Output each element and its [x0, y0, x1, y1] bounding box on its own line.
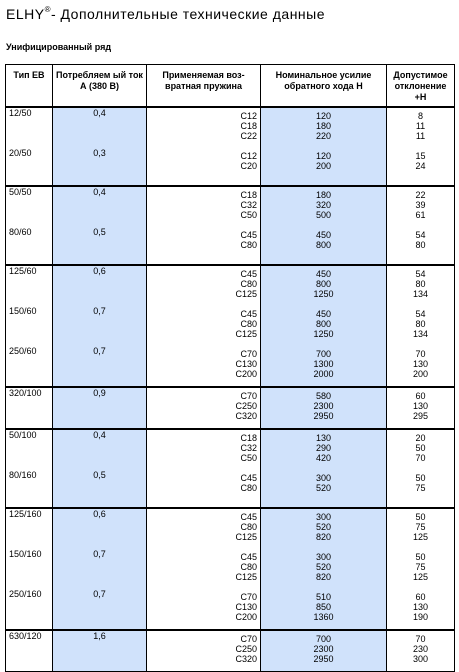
cell-force-value: 450 [315, 269, 332, 279]
cell-tolerance [387, 508, 455, 549]
cell-tolerance-value: 295 [412, 411, 429, 421]
cell-tolerance-value: 130 [412, 359, 429, 369]
cell-spring-value: C22 [240, 131, 257, 141]
cell-tolerance-value: 300 [412, 654, 429, 664]
cell-spring-value: C45 [240, 269, 257, 279]
cell-force-value: 2000 [313, 369, 334, 379]
cell-spring-value: C125 [235, 329, 257, 339]
cell-type: 20/50 [6, 148, 53, 186]
cell-tolerance [387, 630, 455, 672]
cell-tolerance-value: 75 [415, 522, 426, 532]
cell-spring-value: C45 [240, 552, 257, 562]
cell-force-value: 800 [315, 240, 332, 250]
cell-spring-value: C32 [240, 200, 257, 210]
col-header-type: Тип ЕВ [6, 65, 53, 108]
cell-force [261, 107, 387, 148]
cell-spring-value: C80 [240, 522, 257, 532]
cell-tolerance [387, 265, 455, 306]
cell-type: 125/60 [6, 265, 53, 306]
cell-current: 0,4 [53, 186, 147, 227]
cell-force-value: 120 [315, 151, 332, 161]
registered-mark: ® [44, 5, 51, 14]
cell-tolerance-value: 20 [415, 433, 426, 443]
cell-spring-value: C80 [240, 240, 257, 250]
spec-table [5, 64, 455, 672]
cell-spring [147, 346, 261, 387]
cell-tolerance-value: 54 [415, 230, 426, 240]
cell-force-value: 1360 [313, 612, 334, 622]
table-row [6, 227, 455, 265]
cell-current: 0,6 [53, 265, 147, 306]
cell-force-value: 1250 [313, 289, 334, 299]
cell-spring-value: C50 [240, 453, 257, 463]
cell-tolerance-value: 70 [415, 349, 426, 359]
cell-tolerance-value: 24 [415, 161, 426, 171]
cell-spring-value: C250 [235, 644, 257, 654]
cell-tolerance [387, 346, 455, 387]
table-row [6, 186, 455, 227]
cell-tolerance-value: 125 [412, 572, 429, 582]
col-header-tolerance: Допустимое отклонение +Н [387, 65, 455, 108]
cell-type: 630/120 [6, 630, 53, 672]
cell-spring [147, 107, 261, 148]
cell-force-value: 180 [315, 190, 332, 200]
cell-tolerance-value: 70 [415, 453, 426, 463]
cell-tolerance-value: 8 [417, 111, 423, 121]
cell-force-value: 820 [315, 532, 332, 542]
cell-tolerance-value: 54 [415, 269, 426, 279]
cell-force-value: 450 [315, 230, 332, 240]
cell-tolerance [387, 227, 455, 265]
cell-spring-value: C12 [240, 151, 257, 161]
table-row [6, 107, 455, 148]
cell-tolerance-value: 130 [412, 602, 429, 612]
cell-force-value: 290 [315, 443, 332, 453]
cell-spring-value: C18 [240, 121, 257, 131]
cell-type: 150/160 [6, 549, 53, 589]
cell-tolerance-value: 134 [412, 329, 429, 339]
brand-name: ELHY [6, 6, 45, 22]
cell-force-value: 450 [315, 309, 332, 319]
cell-spring [147, 265, 261, 306]
cell-force [261, 265, 387, 306]
col-header-force: Номинальное усилие обратного хода Н [261, 65, 387, 108]
cell-force-value: 800 [315, 319, 332, 329]
cell-force [261, 470, 387, 508]
cell-force [261, 429, 387, 470]
cell-tolerance-value: 70 [415, 634, 426, 644]
cell-force [261, 549, 387, 589]
cell-type: 125/160 [6, 508, 53, 549]
cell-spring-value: C200 [235, 612, 257, 622]
cell-spring-value: C32 [240, 443, 257, 453]
cell-current: 0,4 [53, 429, 147, 470]
cell-tolerance [387, 387, 455, 429]
cell-current: 0,5 [53, 227, 147, 265]
cell-tolerance-value: 50 [415, 443, 426, 453]
table-row [6, 508, 455, 549]
cell-force-value: 300 [315, 473, 332, 483]
cell-tolerance [387, 589, 455, 630]
cell-spring [147, 227, 261, 265]
cell-force-value: 510 [315, 592, 332, 602]
cell-spring [147, 470, 261, 508]
cell-tolerance-value: 39 [415, 200, 426, 210]
cell-type: 150/60 [6, 306, 53, 346]
cell-type: 320/100 [6, 387, 53, 429]
cell-spring-value: C125 [235, 572, 257, 582]
cell-spring [147, 387, 261, 429]
cell-spring-value: C130 [235, 602, 257, 612]
cell-spring-value: C80 [240, 562, 257, 572]
cell-current: 0,6 [53, 508, 147, 549]
cell-spring-value: C70 [240, 391, 257, 401]
table-row [6, 346, 455, 387]
cell-force-value: 180 [315, 121, 332, 131]
title-text: - Дополнительные технические данные [50, 6, 326, 22]
cell-tolerance-value: 60 [415, 391, 426, 401]
cell-force [261, 387, 387, 429]
cell-current: 1,6 [53, 630, 147, 672]
col-header-current: Потребляем ый ток А (380 В) [53, 65, 147, 108]
cell-tolerance-value: 134 [412, 289, 429, 299]
cell-spring-value: C70 [240, 349, 257, 359]
cell-spring [147, 306, 261, 346]
cell-tolerance-value: 50 [415, 552, 426, 562]
cell-spring [147, 186, 261, 227]
cell-tolerance-value: 50 [415, 512, 426, 522]
cell-type: 80/160 [6, 470, 53, 508]
cell-tolerance-value: 22 [415, 190, 426, 200]
cell-force-value: 700 [315, 349, 332, 359]
cell-force-value: 220 [315, 131, 332, 141]
cell-current: 0,7 [53, 306, 147, 346]
cell-force [261, 346, 387, 387]
cell-tolerance-value: 80 [415, 279, 426, 289]
cell-spring-value: C70 [240, 592, 257, 602]
cell-force-value: 130 [315, 433, 332, 443]
cell-current: 0,4 [53, 107, 147, 148]
cell-tolerance-value: 80 [415, 319, 426, 329]
cell-tolerance-value: 75 [415, 562, 426, 572]
cell-type: 250/160 [6, 589, 53, 630]
cell-force-value: 320 [315, 200, 332, 210]
cell-spring-value: C125 [235, 532, 257, 542]
cell-tolerance-value: 75 [415, 483, 426, 493]
cell-force-value: 700 [315, 634, 332, 644]
cell-tolerance-value: 190 [412, 612, 429, 622]
cell-force-value: 520 [315, 483, 332, 493]
table-body [6, 107, 455, 672]
cell-spring-value: C130 [235, 359, 257, 369]
cell-spring-value: C12 [240, 111, 257, 121]
cell-tolerance-value: 60 [415, 592, 426, 602]
table-row [6, 470, 455, 508]
cell-spring-value: C18 [240, 433, 257, 443]
cell-current: 0,7 [53, 589, 147, 630]
cell-force-value: 300 [315, 512, 332, 522]
cell-tolerance [387, 148, 455, 186]
cell-force-value: 2950 [313, 654, 334, 664]
cell-type: 12/50 [6, 107, 53, 148]
cell-force-value: 120 [315, 111, 332, 121]
cell-type: 250/60 [6, 346, 53, 387]
cell-force [261, 227, 387, 265]
cell-tolerance [387, 429, 455, 470]
cell-force-value: 2950 [313, 411, 334, 421]
table-row [6, 265, 455, 306]
cell-spring-value: C125 [235, 289, 257, 299]
cell-current: 0,9 [53, 387, 147, 429]
cell-current: 0,3 [53, 148, 147, 186]
cell-tolerance-value: 15 [415, 151, 426, 161]
cell-tolerance-value: 125 [412, 532, 429, 542]
cell-spring-value: C45 [240, 473, 257, 483]
cell-force-value: 580 [315, 391, 332, 401]
page-title [6, 6, 325, 22]
cell-current: 0,5 [53, 470, 147, 508]
cell-force-value: 2300 [313, 401, 334, 411]
cell-spring [147, 429, 261, 470]
cell-tolerance-value: 200 [412, 369, 429, 379]
table-row [6, 589, 455, 630]
table-row [6, 148, 455, 186]
cell-tolerance-value: 11 [415, 131, 426, 141]
cell-force-value: 1300 [313, 359, 334, 369]
cell-spring-value: C80 [240, 319, 257, 329]
cell-spring-value: C200 [235, 369, 257, 379]
cell-tolerance-value: 130 [412, 401, 429, 411]
cell-current: 0,7 [53, 346, 147, 387]
cell-tolerance [387, 549, 455, 589]
cell-force [261, 630, 387, 672]
cell-force-value: 850 [315, 602, 332, 612]
cell-spring-value: C250 [235, 401, 257, 411]
col-header-spring: Применяемая воз-вратная пружина [147, 65, 261, 108]
cell-current: 0,7 [53, 549, 147, 589]
cell-spring-value: C45 [240, 309, 257, 319]
cell-type: 50/50 [6, 186, 53, 227]
cell-spring-value: C320 [235, 654, 257, 664]
cell-spring-value: C45 [240, 230, 257, 240]
cell-type: 80/60 [6, 227, 53, 265]
cell-force-value: 520 [315, 562, 332, 572]
cell-spring [147, 148, 261, 186]
cell-force-value: 300 [315, 552, 332, 562]
table-row [6, 630, 455, 672]
cell-spring-value: C80 [240, 279, 257, 289]
cell-spring-value: C80 [240, 483, 257, 493]
cell-force-value: 1250 [313, 329, 334, 339]
cell-spring-value: C50 [240, 210, 257, 220]
cell-force [261, 186, 387, 227]
cell-type: 50/100 [6, 429, 53, 470]
cell-force-value: 420 [315, 453, 332, 463]
cell-spring-value: C320 [235, 411, 257, 421]
cell-spring [147, 508, 261, 549]
cell-spring [147, 589, 261, 630]
cell-force-value: 820 [315, 572, 332, 582]
cell-tolerance [387, 306, 455, 346]
cell-force-value: 800 [315, 279, 332, 289]
cell-force-value: 2300 [313, 644, 334, 654]
cell-spring [147, 630, 261, 672]
table-row [6, 549, 455, 589]
cell-tolerance [387, 107, 455, 148]
cell-force-value: 520 [315, 522, 332, 532]
cell-tolerance-value: 80 [415, 240, 426, 250]
cell-tolerance-value: 50 [415, 473, 426, 483]
cell-tolerance [387, 470, 455, 508]
cell-force [261, 508, 387, 549]
cell-tolerance-value: 230 [412, 644, 429, 654]
section-subtitle: Унифицированный ряд [6, 42, 112, 52]
cell-force [261, 148, 387, 186]
cell-tolerance-value: 54 [415, 309, 426, 319]
cell-force-value: 500 [315, 210, 332, 220]
cell-force [261, 589, 387, 630]
cell-spring-value: C70 [240, 634, 257, 644]
table-row [6, 387, 455, 429]
cell-spring-value: C20 [240, 161, 257, 171]
cell-force-value: 200 [315, 161, 332, 171]
cell-tolerance-value: 61 [415, 210, 426, 220]
cell-spring-value: C18 [240, 190, 257, 200]
cell-spring-value: C45 [240, 512, 257, 522]
cell-tolerance-value: 11 [415, 121, 426, 131]
cell-spring [147, 549, 261, 589]
table-row [6, 306, 455, 346]
cell-tolerance [387, 186, 455, 227]
table-row [6, 429, 455, 470]
cell-force [261, 306, 387, 346]
